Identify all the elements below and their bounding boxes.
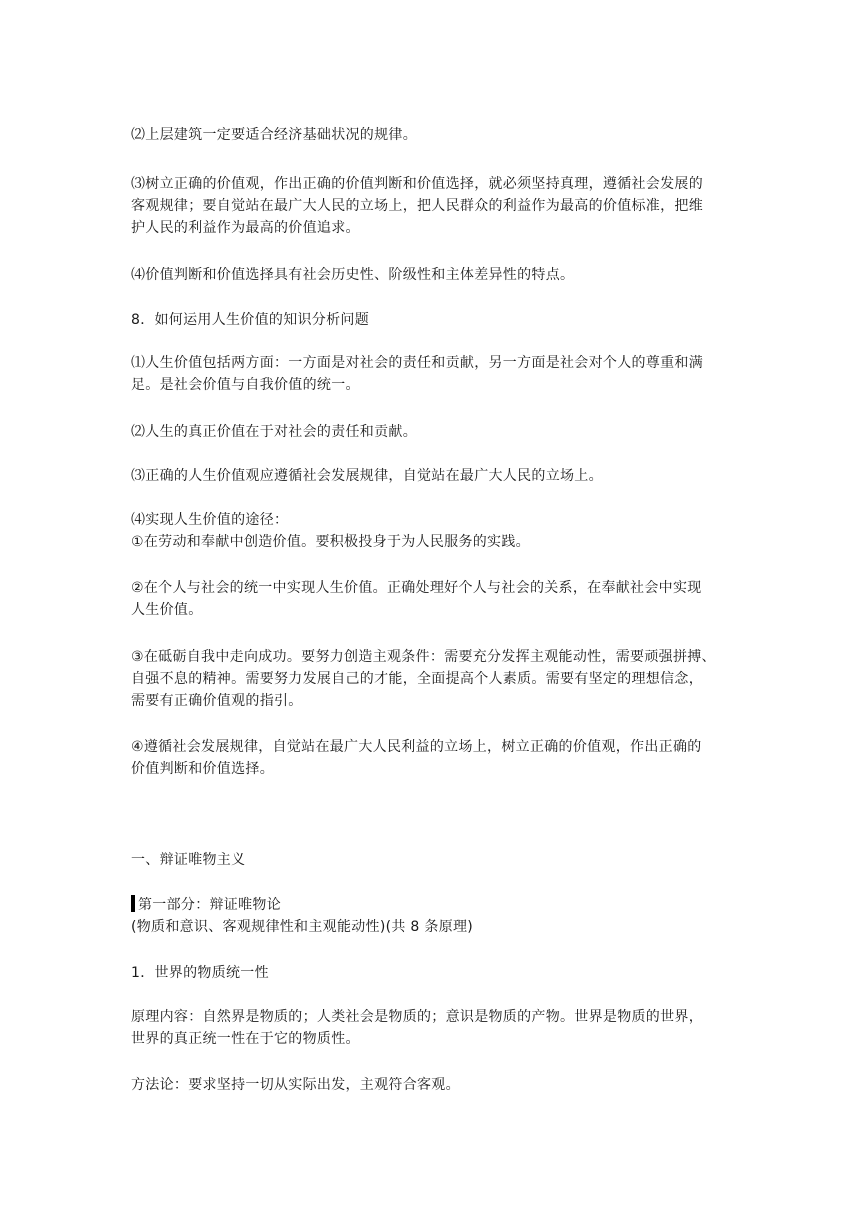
paragraph-principle-content <box>131 1006 731 1050</box>
text-line: ②在个人与社会的统一中实现人生价值。正确处理好个人与社会的关系，在奉献社会中实现 <box>131 580 702 596</box>
text-line: ⑷实现人生价值的途径： <box>131 512 289 528</box>
text-line: 1．世界的物质统一性 <box>131 965 269 981</box>
paragraph-value-judgment <box>131 264 731 286</box>
paragraph-ways-to-realize <box>131 509 731 553</box>
text-line: ⑵人生的真正价值在于对社会的责任和贡献。 <box>131 424 417 440</box>
paragraph-self-improvement <box>131 646 731 712</box>
paragraph-individual-society <box>131 577 731 621</box>
text-line: ⑶树立正确的价值观，作出正确的价值判断和价值选择，就必须坚持真理，遵循社会发展的 <box>131 176 703 192</box>
text-line: 原理内容：自然界是物质的；人类社会是物质的；意识是物质的产物。世界是物质的世界， <box>131 1009 703 1025</box>
text-line: 一、辩证唯物主义 <box>131 852 246 868</box>
section-heading-dialectical-materialism <box>131 849 731 871</box>
text-line: 护人民的利益作为最高的价值追求。 <box>131 220 360 236</box>
paragraph-methodology <box>131 1074 731 1096</box>
text-line: ④遵循社会发展规律，自觉站在最广大人民利益的立场上，树立正确的价值观，作出正确的 <box>131 739 702 755</box>
paragraph-superstructure-law <box>131 124 731 146</box>
text-line: 人生价值。 <box>131 602 203 618</box>
text-line: ⑶正确的人生价值观应遵循社会发展规律，自觉站在最广大人民的立场上。 <box>131 468 603 484</box>
text-line: 客观规律；要自觉站在最广大人民的立场上，把人民群众的利益作为最高的价值标准，把维 <box>131 198 703 214</box>
text-line: 自强不息的精神。需要努力发展自己的才能，全面提高个人素质。需要有坚定的理想信念， <box>131 671 703 687</box>
text-line: ①在劳动和奉献中创造价值。要积极投身于为人民服务的实践。 <box>131 534 530 550</box>
text-line: (物质和意识、客观规律性和主观能动性)(共 8 条原理) <box>131 919 474 935</box>
text-line: 需要有正确价值观的指引。 <box>131 693 303 709</box>
paragraph-life-value-aspects <box>131 352 731 396</box>
text-line: ⑴人生价值包括两方面：一方面是对社会的责任和贡献，另一方面是社会对个人的尊重和满 <box>131 355 703 371</box>
text-line: ③在砥砺自我中走向成功。要努力创造主观条件：需要充分发挥主观能动性，需要顽强拼搏、 <box>131 649 716 665</box>
heading-life-value <box>131 309 731 331</box>
text-line: ⑷价值判断和价值选择具有社会历史性、阶级性和主体差异性的特点。 <box>131 267 575 283</box>
text-line: 价值判断和价值选择。 <box>131 761 274 777</box>
paragraph-correct-life-view <box>131 465 731 487</box>
text-line: 方法论：要求坚持一切从实际出发，主观符合客观。 <box>131 1077 460 1093</box>
paragraph-true-value <box>131 421 731 443</box>
text-line: 8．如何运用人生价值的知识分析问题 <box>131 312 370 328</box>
section-marker-bar <box>131 895 135 912</box>
text-line: 世界的真正统一性在于它的物质性。 <box>131 1031 360 1047</box>
text-line: 足。是社会价值与自我价值的统一。 <box>131 377 360 393</box>
text-line: ⑵上层建筑一定要适合经济基础状况的规律。 <box>131 127 417 143</box>
part-heading-line <box>131 894 731 916</box>
heading-material-unity <box>131 962 731 984</box>
paragraph-correct-values <box>131 173 731 239</box>
text-line: 第一部分：辩证唯物论 <box>138 897 281 913</box>
part-heading-dialectical-materialism <box>131 894 731 938</box>
paragraph-follow-social-law <box>131 736 731 780</box>
